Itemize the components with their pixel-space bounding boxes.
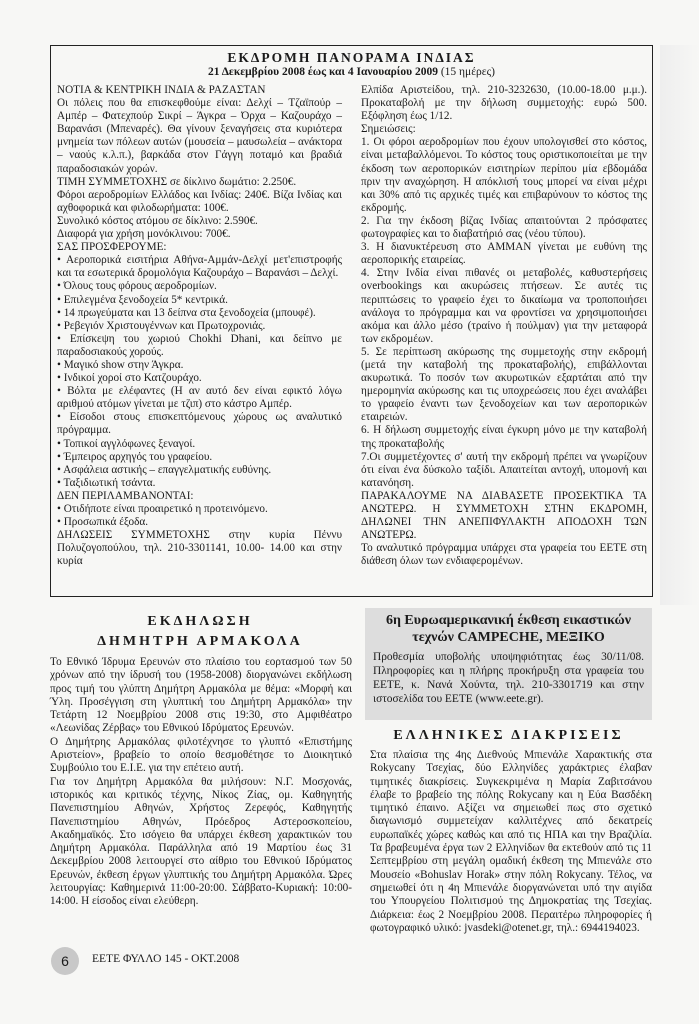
trip-left-paragraph: • 14 πρωγεύματα και 13 δείπνα στα ξενοδοχεία (μπουφέ). [57, 306, 316, 319]
trip-right-column [361, 84, 647, 568]
trip-left-column [57, 84, 342, 568]
trip-right-paragraph: Το αναλυτικό πρόγραμμα υπάρχει στα γραφεία του ΕΕΤΕ στη διάθεση όλων των ενδιαφερομένων. [361, 542, 647, 568]
page-number: 6 [51, 947, 79, 975]
trip-dates [51, 66, 652, 78]
trip-dates-bold: 21 Δεκεμβρίου 2008 έως και 4 Ιανουαρίου 2009 [207, 66, 438, 78]
trip-right-paragraph: 3. Η διανυκτέρευση στο ΑΜΜΑΝ γίνεται με ευθύνη της αεροπορικής εταιρείας. [361, 241, 647, 267]
trip-left-paragraph: • Όλους τους φόρους αεροδρομίων. [57, 280, 217, 293]
trip-left-paragraph: Συνολικό κόστος ατόμου σε δίκλινο: 2.590€. [57, 214, 258, 227]
trip-left-paragraph: ΝΟΤΙΑ & ΚΕΝΤΡΙΚΗ ΙΝΔΙΑ & ΡΑΖΑΣΤΑΝ [57, 84, 266, 96]
trip-left-paragraph: • Επίσκεψη του χωριού Chokhi Dhani, και δείπνο με παραδοσιακούς χορούς. [57, 332, 342, 358]
trip-left-paragraph: ΤΙΜΗ ΣΥΜΜΕΤΟΧΗΣ σε δίκλινο δωμάτιο: 2.250€. [57, 175, 297, 188]
awards-paragraph: Στα πλαίσια της 4ης Διεθνούς Μπιενάλε Χαρακτικής στα Rokycany Τσεχίας, δύο Ελληνίδες χαράκτριες έλαβαν τιμητικές διακρίσεις. Συγκεκριμένα η Μαρία Ζαβιτσάνου έλαβε το βραβείο της πόλης Rokycany και η Εύα Βασδέκη τιμητικό έπαινο. Αξίζει να σημειωθεί πως στο σχετικό διαγωνισμό συμμετείχαν καλλιτέχνες από δεκατρείς ευρωπαϊκές χώρες καθώς και από τις ΗΠΑ και την Βραζιλία. Τα βραβευμένα έργα των 2 Ελληνίδων θα εκτεθούν από τις 11 Σεπτεμβρίου στη μεγάλη ομαδική έκθεση της Μπιενάλε στο Μουσείο «Bohuslav Horak» στην πόλη Rokycany. Τέλος, να σημειωθεί ότι η 4η Μπιενάλε διοργανώνεται υπό την αιγίδα του Υπουργείου Πολιτισμού της Δημοκρατίας της Τσεχίας. Διάρκεια: έως 2 Νοεμβρίου 2008. Περαιτέρω πληροφορίες ή φωτογραφικό υλικό: jvasdeki@otenet.gr, τηλ.: 6944194023. [370, 749, 652, 934]
trip-right-paragraph: 7.Οι συμμετέχοντες σ' αυτή την εκδρομή πρέπει να γνωρίζουν ότι είναι ένα δύσκολο ταξίδι. Απαιτείται αντοχή, υπομονή και κατανόηση. [361, 450, 647, 489]
trip-left-paragraph: ΔΕΝ ΠΕΡΙΛΑΜΒΑΝΟΝΤΑΙ: [57, 489, 194, 502]
event-body [50, 656, 352, 909]
page-edge-shadow [660, 45, 699, 605]
trip-left-paragraph: • Μαγικό show στην Άγκρα. [57, 358, 184, 371]
trip-right-paragraph: ΠΑΡΑΚΑΛΟΥΜΕ ΝΑ ΔΙΑΒΑΣΕΤΕ ΠΡΟΣΕΚΤΙΚΑ ΤΑ ΑΝΩΤΕΡΩ. Η ΣΥΜΜΕΤΟΧΗ ΣΤΗΝ ΕΚΔΡΟΜΗ, ΔΗΛΩΝΕΙ ΤΗΝ ΑΝΕΠΙΦΥΛΑΚΤΗ ΑΠΟΔΟΧΗ ΤΩΝ ΑΝΩΤΕΡΩ. [361, 489, 647, 542]
awards-heading: ΕΛΛΗΝΙΚΕΣ ΔΙΑΚΡΙΣΕΙΣ [393, 728, 624, 743]
trip-title: ΕΚΔΡΟΜΗ ΠΑΝΟΡΑΜΑ ΙΝΔΙΑΣ [227, 50, 476, 65]
event-paragraph: Ο Δημήτρης Αρμακόλας φιλοτέχνησε το γλυπτό «Επιστήμης Αριστείον», βραβείο το οποίο θεσμοθέτησε το Διοικητικό Συμβούλιο του Ε.Ι.Ε. για την επέτειο αυτή. [50, 735, 352, 775]
trip-right-paragraph: 2. Για την έκδοση βίζας Ινδίας απαιτούνται 2 πρόσφατες φωτογραφίες και το διαβατήριό σας (νέου τύπου). [361, 214, 647, 241]
trip-left-paragraph: Οι πόλεις που θα επισκεφθούμε είναι: Δελχί – Τζαϊπούρ – Αμπέρ – Φατεχπούρ Σικρί – Άγκρα – Όρχα – Καζουράχο – Βαρανάσι (Μπεναρές). Θα γίνουν ξεναγήσεις στα κυριότερα μνημεία των πόλεων αυτών (μουσεία – μαυσωλεία – ανάκτορα – ναούς κ.λ.π.), βαρκάδα στον Γάγγη ποταμό και βραδιά παραδοσιακών χορών. [57, 97, 342, 175]
trip-announcement-box [50, 45, 653, 597]
trip-left-paragraph: • Οτιδήποτε είναι προαιρετικό η προτεινόμενο. [57, 503, 268, 515]
exhibition-subheading: τεχνών CAMPECHE, ΜΕΞΙΚΟ [412, 630, 605, 645]
trip-right-paragraph: 6. Η δήλωση συμμετοχής είναι έγκυρη μόνο με την καταβολή της προκαταβολής [361, 424, 647, 450]
trip-left-paragraph: • Ταξιδιωτική τσάντα. [57, 476, 156, 489]
trip-left-paragraph: • Έμπειρος αρχηγός του γραφείου. [57, 450, 213, 463]
exhibition-box [365, 608, 652, 720]
trip-right-paragraph: Ελπίδα Αριστείδου, τηλ. 210-3232630, (10.00-18.00 μ.μ.). Προκαταβολή με την δήλωση συμμετοχής: ευρώ 500. Εξόφληση έως 1/12. [361, 84, 647, 123]
exhibition-text: Προθεσμία υποβολής υποψηφιότητας έως 30/11/08. Πληροφορίες και η πλήρης προκήρυξη στα γραφεία του ΕΕΤΕ, κ. Νανά Χούντα, τηλ. 210-3301719 και στην ιστοσελίδα του ΕΕΤΕ (www.eete.gr). [373, 651, 644, 705]
trip-left-paragraph: • Αεροπορικά εισιτήρια Αθήνα-Αμμάν-Δελχί μετ'επιστροφής και τα εσωτερικά δρομολόγια Καζουράχο – Βαρανάσι – Δελχί. [57, 254, 342, 280]
event-subheading: ΔΗΜΗΤΡΗ ΑΡΜΑΚΟΛΑ [97, 634, 303, 649]
awards-text [370, 749, 652, 935]
footer-text: ΕΕΤΕ ΦΥΛΛΟ 145 - ΟΚΤ.2008 [92, 953, 240, 965]
trip-left-paragraph: • Ρεβεγιόν Χριστουγέννων και Πρωτοχρονιάς. [57, 319, 266, 332]
trip-right-paragraph: Σημειώσεις: [361, 123, 416, 136]
trip-left-paragraph: • Επιλεγμένα ξενοδοχεία 5* κεντρικά. [57, 293, 228, 306]
trip-right-paragraph: 5. Σε περίπτωση ακύρωσης της συμμετοχής στην εκδρομή (μετά την καταβολή της προκαταβολής), επιβάλλονται ακυρωτικά. Το ποσόν των ακυρωτικών εξαρτάται από την ημερομηνία ακύρωσης και τις υποχρεώσεις που έχει αναλάβει το γραφείο έναντι των ξενοδοχείων και των αεροπορικών εταιρειών. [361, 345, 647, 424]
trip-left-paragraph: • Βόλτα με ελέφαντες (Η αν αυτό δεν είναι εφικτό λόγω αριθμού ατόμων γίνεται με τζιπ) στο κάστρο Αμπέρ. [57, 385, 342, 411]
event-heading: ΕΚΔΗΛΩΣΗ [147, 614, 253, 629]
event-paragraph: Το Εθνικό Ίδρυμα Ερευνών στο πλαίσιο του εορτασμού των 50 χρόνων από την ίδρυσή του (1958-2008) διοργανώνει εκδήλωση προς τιμή του γλύπτη Δημήτρη Αρμακόλα με θέμα: «Μορφή και Ύλη. Προσέγγιση στη γλυπτική του Δημήτρη Αρμακόλα» την Τετάρτη 12 Νοεμβρίου 2008 στις 19:30, στο Αμφιθέατρο «Λεωνίδας Ζέρβας» του Εθνικού Ιδρύματος Ερευνών. [50, 656, 352, 735]
trip-left-paragraph: ΔΗΛΩΣΕΙΣ ΣΥΜΜΕΤΟΧΗΣ στην κυρία Πέννυ Πολυζογοπούλου, τηλ. 210-3301141, 10.00- 14.00 και στην κυρία [57, 529, 342, 568]
trip-left-paragraph: • Ινδικοί χοροί στο Κατζουράχο. [57, 372, 202, 385]
event-paragraph: Για τον Δημήτρη Αρμακόλα θα μιλήσουν: Ν.Γ. Μοσχονάς, ιστορικός και κριτικός τέχνης, Νίκος Ζίας, ομ. Καθηγητής Πανεπιστημίου Αθηνών, Χρήστος Ζερεφός, Καθηγητής Πανεπιστημίου Αθηνών, Πρόεδρος Αστεροσκοπείου, Ακαδημαϊκός. Στο ισόγειο θα υπάρχει έκθεση χαρακτικών του Δημήτρη Αρμακόλα. Παράλληλα από 19 Μαρτίου έως 31 Δεκεμβρίου 2008 λειτουργεί στο αίθριο του Εθνικού Ιδρύματος Ερευνών, έκθεση έργων γλυπτικής του Δημήτρη Αρμακόλα. Ώρες λειτουργίας: Καθημερινά 11:00-20:00. Σάββατο-Κυριακή: 10:00-14:00. Η είσοδος είναι ελεύθερη. [50, 775, 352, 908]
trip-left-paragraph: ΣΑΣ ΠΡΟΣΦΕΡΟΥΜΕ: [57, 241, 167, 254]
trip-right-paragraph: 1. Οι φόροι αεροδρομίων που έχουν υπολογισθεί στο κόστος, είναι μεταβαλλόμενοι. Το κόστος τους οριστικοποιείται με την έκδοση των αεροπορικών εισιτηρίων περίπου μία εβδομάδα πριν την αναχώρηση. Η απόκλισή τους μπορεί να είναι μέχρι και 30% από τις αρχικές τιμές και επιβαρύνουν το κόστος της εκδρομής. [361, 136, 647, 214]
trip-left-paragraph: • Τοπικοί αγγλόφωνες ξεναγοί. [57, 437, 196, 450]
trip-duration: (15 ημέρες) [440, 66, 496, 78]
trip-left-paragraph: • Ασφάλεια αστικής – επαγγελματικής ευθύνης. [57, 463, 272, 476]
trip-right-paragraph: 4. Στην Ινδία είναι πιθανές οι μεταβολές, καθυστερήσεις overbookings και ακυρώσεις πτήσεων. Σε αυτές τις περιπτώσεις το γραφείο έχει το δικαίωμα να τροποποιήσει ανάλογα το πρόγραμμα και να φροντίσει να χρησιμοποιήσει ακόμα και άλλο μέσο (τραίνο ή πούλμαν) για την μεταφορά των εκδρομέων. [361, 267, 647, 345]
trip-left-paragraph: • Προσωπικά έξοδα. [57, 516, 149, 529]
exhibition-heading: 6η Ευρωαμερικανική έκθεση εικαστικών [385, 613, 632, 628]
trip-left-paragraph: • Είσοδοι στους επισκεπτόμενους χώρους ως αναλυτικό πρόγραμμα. [57, 411, 342, 437]
trip-left-paragraph: Φόροι αεροδρομίων Ελλάδος και Ινδίας: 240€. Βίζα Ινδίας και αχθοφορικά και φιλοδωρήματα: 100€. [57, 188, 342, 214]
trip-left-paragraph: Διαφορά για χρήση μονόκλινου: 700€. [57, 228, 231, 241]
